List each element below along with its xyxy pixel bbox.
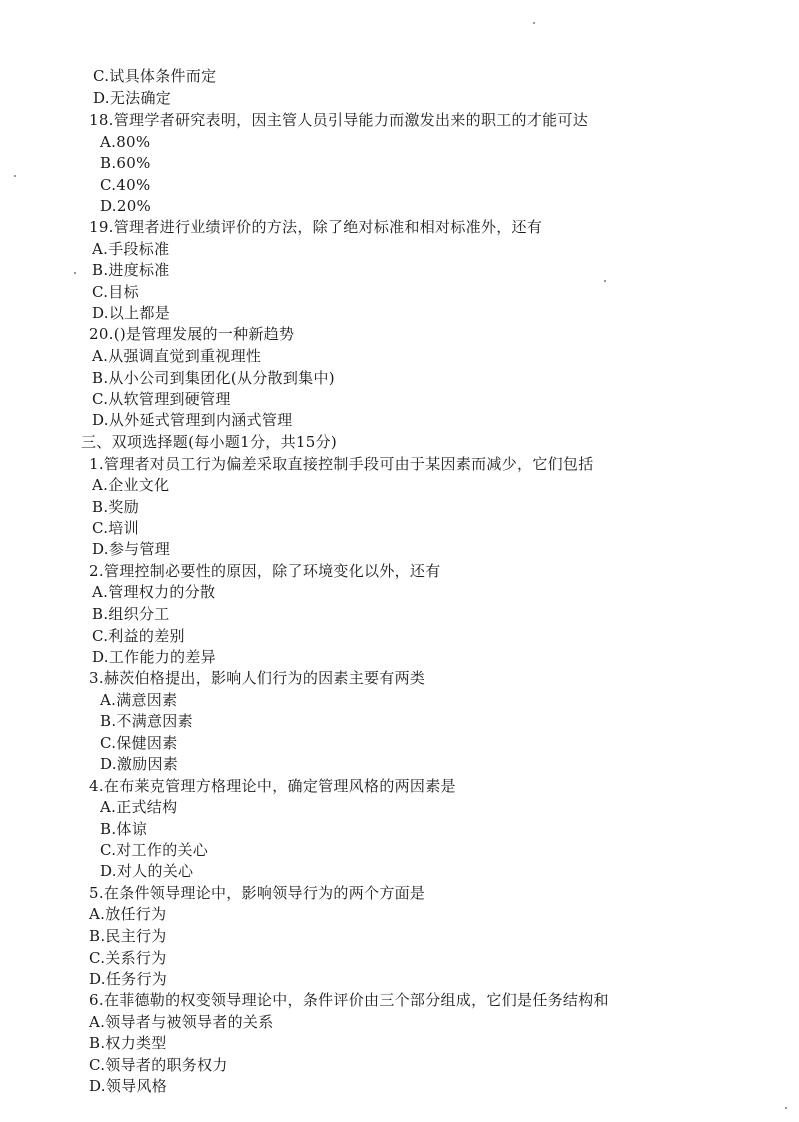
scan-speck xyxy=(14,175,16,177)
option-18-b: B.60% xyxy=(100,154,151,172)
question-s3-3: 3.赫茨伯格提出，影响人们行为的因素主要有两类 xyxy=(89,669,426,687)
option-s3-5-a: A.放任行为 xyxy=(89,905,167,923)
option-20-b: B.从小公司到集团化(从分散到集中) xyxy=(92,369,335,387)
scan-speck xyxy=(785,1107,787,1109)
option-17-c: C.试具体条件而定 xyxy=(93,67,217,85)
option-s3-4-b: B.体谅 xyxy=(100,820,147,838)
option-s3-6-d: D.领导风格 xyxy=(89,1077,168,1095)
option-s3-3-b: B.不满意因素 xyxy=(100,712,193,730)
option-s3-1-c: C.培训 xyxy=(92,519,139,537)
option-s3-6-c: C.领导者的职务权力 xyxy=(89,1056,228,1074)
option-s3-3-d: D.激励因素 xyxy=(100,755,179,773)
option-s3-5-b: B.民主行为 xyxy=(89,927,167,945)
option-s3-4-c: C.对工作的关心 xyxy=(100,841,209,859)
scan-speck xyxy=(533,22,535,24)
scan-speck xyxy=(74,272,76,274)
option-s3-2-b: B.组织分工 xyxy=(92,605,170,623)
option-19-c: C.目标 xyxy=(92,283,139,301)
option-20-d: D.从外延式管理到内涵式管理 xyxy=(92,411,293,429)
option-s3-2-c: C.利益的差别 xyxy=(92,627,185,645)
option-20-a: A.从强调直觉到重视理性 xyxy=(92,347,262,365)
question-s3-2: 2.管理控制必要性的原因，除了环境变化以外，还有 xyxy=(89,562,441,580)
question-20: 20.()是管理发展的一种新趋势 xyxy=(89,325,295,343)
option-s3-1-d: D.参与管理 xyxy=(92,540,171,558)
scan-speck xyxy=(604,280,606,282)
option-s3-2-d: D.工作能力的差异 xyxy=(92,648,216,666)
question-18: 18.管理学者研究表明，因主管人员引导能力而激发出来的职工的才能可达 xyxy=(89,111,589,129)
option-18-d: D.20% xyxy=(100,197,152,215)
option-s3-1-b: B.奖励 xyxy=(92,498,139,516)
section-heading: 三、双项选择题(每小题1分，共15分) xyxy=(81,433,338,451)
option-19-d: D.以上都是 xyxy=(92,304,171,322)
option-s3-6-b: B.权力类型 xyxy=(89,1034,167,1052)
option-17-d: D.无法确定 xyxy=(93,89,172,107)
question-s3-1: 1.管理者对员工行为偏差采取直接控制手段可由于某因素而减少，它们包括 xyxy=(89,455,594,473)
option-s3-3-a: A.满意因素 xyxy=(100,691,178,709)
question-s3-6: 6.在菲德勒的权变领导理论中，条件评价由三个部分组成，它们是任务结构和 xyxy=(89,991,609,1009)
question-s3-4: 4.在布莱克管理方格理论中，确定管理风格的两因素是 xyxy=(89,777,456,795)
option-s3-2-a: A.管理权力的分散 xyxy=(92,583,216,601)
option-s3-5-d: D.任务行为 xyxy=(89,970,168,988)
option-s3-3-c: C.保健因素 xyxy=(100,734,178,752)
option-s3-4-d: D.对人的关心 xyxy=(100,862,194,880)
option-s3-6-a: A.领导者与被领导者的关系 xyxy=(89,1013,274,1031)
question-s3-5: 5.在条件领导理论中，影响领导行为的两个方面是 xyxy=(89,884,426,902)
question-19: 19.管理者进行业绩评价的方法，除了绝对标准和相对标准外，还有 xyxy=(89,218,543,236)
option-20-c: C.从软管理到硬管理 xyxy=(92,390,231,408)
option-18-a: A.80% xyxy=(100,133,151,151)
option-s3-4-a: A.正式结构 xyxy=(100,798,178,816)
option-s3-1-a: A.企业文化 xyxy=(92,476,170,494)
option-18-c: C.40% xyxy=(100,176,151,194)
option-19-b: B.进度标准 xyxy=(92,261,170,279)
option-s3-5-c: C.关系行为 xyxy=(89,949,167,967)
option-19-a: A.手段标准 xyxy=(92,240,170,258)
